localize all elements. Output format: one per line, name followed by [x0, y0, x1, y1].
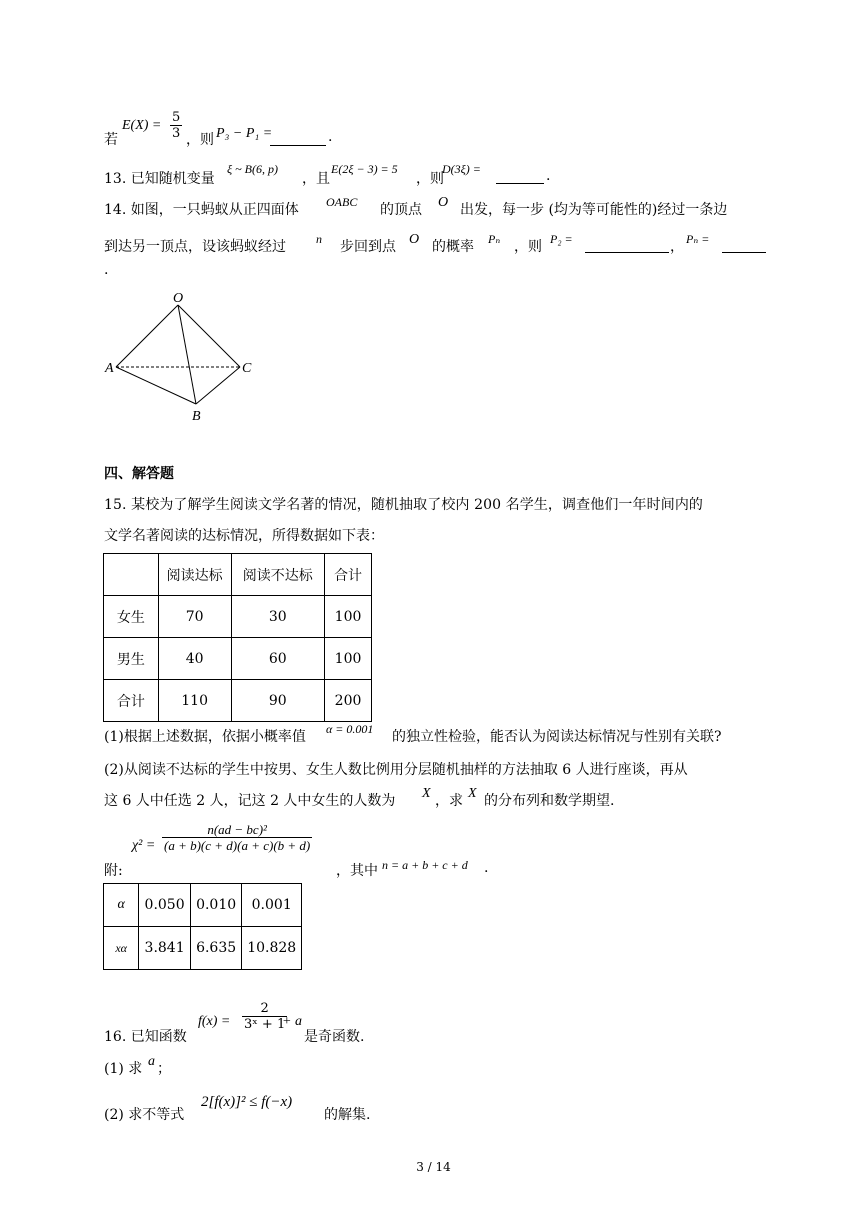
edge-BC	[196, 367, 240, 404]
q15-X: X	[422, 786, 431, 801]
q14-line2-d: ，则	[514, 239, 542, 255]
table-cell: 110	[158, 680, 231, 722]
label-O: O	[173, 291, 184, 306]
q15-part1-a: (1)根据上述数据，依据小概率值	[104, 729, 306, 745]
q15-part2-line1: (2)从阅读不达标的学生中按男、女生人数比例用分层随机抽样的方法抽取 6 人进行座谈，再从	[104, 762, 688, 778]
table-cell: 0.010	[190, 884, 242, 927]
q15-alpha: α = 0.001	[326, 722, 374, 736]
table-row	[104, 596, 372, 638]
q13-text3: ，则	[416, 171, 444, 187]
q16-f-den: 3ˣ + 1	[244, 1017, 286, 1032]
q13-distribution: ξ ~ B(6, p)	[227, 162, 278, 176]
critical-value-table	[103, 883, 302, 970]
q12-expr: P₃ − P₁ =	[216, 126, 273, 141]
q15-appendix	[104, 818, 504, 878]
table-cell: 合计	[325, 554, 372, 596]
q12-mid: ，则	[186, 132, 214, 148]
table-cell: 100	[325, 638, 372, 680]
label-B: B	[192, 409, 201, 424]
q16-f-plus: + a	[282, 1014, 302, 1029]
table-cell: 阅读达标	[158, 554, 231, 596]
table-cell: 6.635	[190, 927, 242, 970]
edge-AB	[116, 367, 196, 404]
q16-a-var: a	[148, 1054, 155, 1069]
q16-f-num: 2	[242, 1001, 287, 1017]
q14-pn: Pₙ	[488, 232, 501, 246]
q14-text-b: 的顶点	[380, 202, 422, 218]
q16-text1: 16. 已知函数	[104, 1029, 187, 1045]
table-row	[104, 554, 372, 596]
q16-part2-a: (2) 求不等式	[104, 1107, 185, 1123]
appendix-where: ，其中	[336, 863, 378, 879]
q15-part1-b: 的独立性检验，能否认为阅读达标情况与性别有关联?	[392, 729, 722, 745]
table-cell: 男生	[104, 638, 159, 680]
q16-line	[104, 1002, 404, 1046]
table-cell: 100	[325, 596, 372, 638]
q15-part2-line2	[104, 786, 664, 810]
q16-part2	[104, 1090, 424, 1123]
q16-f-lhs: f(x) =	[198, 1014, 231, 1029]
q12-expectation: E(X) =	[122, 118, 162, 133]
q14-comma: ，	[670, 239, 684, 255]
q16-part1-a: (1) 求	[104, 1061, 143, 1077]
q16-f-fraction	[242, 1001, 287, 1032]
q16-part1-b: ；	[157, 1061, 171, 1077]
q13-text1: 13. 已知随机变量	[104, 171, 215, 187]
q13-answer-blank[interactable]	[496, 169, 544, 184]
chi-square-fraction	[162, 822, 312, 853]
q16-part2-b: 的解集.	[324, 1107, 371, 1123]
q15-part2-c: 的分布列和数学期望.	[484, 793, 615, 809]
label-C: C	[242, 361, 252, 376]
q12-answer-blank[interactable]	[270, 131, 326, 146]
q15-line1: 15. 某校为了解学生阅读文学名著的情况，随机抽取了校内 200 名学生，调查他们一年时间内的	[104, 497, 704, 513]
q15-part2-a: 这 6 人中任选 2 人，记这 2 人中女生的人数为	[104, 793, 396, 809]
table-row	[104, 884, 302, 927]
page-number: 3 / 14	[416, 1160, 451, 1174]
q16-text2: 是奇函数.	[304, 1029, 365, 1045]
q12-fraction-den: 3	[172, 126, 181, 141]
table-row	[104, 680, 372, 722]
tetrahedron-figure	[100, 288, 270, 428]
q14-text-c: 出发，每一步 (均为等可能性的)经过一条边	[460, 202, 728, 218]
q14-text-a: 14. 如图，一只蚂蚁从正四面体	[104, 202, 299, 218]
q14-p2-answer-blank[interactable]	[585, 238, 669, 253]
table-cell: 60	[231, 638, 325, 680]
q14-vertex: O	[438, 195, 449, 210]
q14-n: n	[316, 232, 322, 246]
q13-ask: D(3ξ) =	[442, 162, 481, 176]
table-cell: 3.841	[139, 927, 191, 970]
q14-line2-c: 的概率	[432, 239, 474, 255]
table-cell: 200	[325, 680, 372, 722]
table-cell	[104, 554, 159, 596]
table-cell: 10.828	[242, 927, 302, 970]
n-definition: n = a + b + c + d	[382, 858, 468, 872]
q13-condition: E(2ξ − 3) = 5	[331, 162, 398, 176]
table-row	[104, 638, 372, 680]
table-cell: 0.001	[242, 884, 302, 927]
q14-line2-a: 到达另一顶点，设该蚂蚁经过	[104, 239, 286, 255]
edge-OA	[116, 305, 178, 367]
q14-solid: OABC	[326, 195, 358, 209]
label-A: A	[105, 361, 114, 376]
section-title: 四、解答题	[104, 466, 174, 482]
appendix-label: 附:	[104, 863, 123, 879]
table-cell: xα	[104, 927, 139, 970]
table-cell: 合计	[104, 680, 159, 722]
chi-square-lhs: χ² =	[132, 838, 156, 853]
q12-fraction-num: 5	[172, 110, 181, 125]
q12-prefix: 若	[104, 132, 118, 148]
table-cell: 70	[158, 596, 231, 638]
q14-pn2: Pₙ =	[686, 232, 710, 246]
table-cell: α	[104, 884, 139, 927]
chi-square-den: (a + b)(c + d)(a + c)(b + d)	[164, 838, 311, 853]
table-cell: 30	[231, 596, 325, 638]
q16-part1	[104, 1054, 204, 1076]
q13-line	[104, 162, 564, 186]
table-cell: 女生	[104, 596, 159, 638]
q15-X2: X	[468, 786, 477, 801]
q16-inequality: 2[f(x)]² ≤ f(−x)	[201, 1094, 293, 1110]
table-cell: 0.050	[139, 884, 191, 927]
table-cell: 40	[158, 638, 231, 680]
q14-p2: P₂ =	[550, 232, 573, 246]
q13-text2: ，且	[302, 171, 330, 187]
q14-vertex2: O	[409, 232, 420, 247]
table-cell: 阅读不达标	[231, 554, 325, 596]
q13-end: .	[546, 168, 551, 184]
q15-data-table	[103, 553, 372, 722]
q14-period: .	[104, 262, 109, 278]
q14-line1	[104, 195, 764, 217]
chi-square-num: n(ad − bc)²	[162, 822, 312, 838]
table-cell: 90	[231, 680, 325, 722]
q12-fraction	[170, 110, 182, 141]
q14-line2-b: 步回到点	[340, 239, 396, 255]
q14-line2	[104, 232, 766, 256]
q14-pn-answer-blank[interactable]	[722, 238, 766, 253]
q15-line2: 文学名著阅读的达标情况，所得数据如下表：	[104, 528, 384, 544]
q15-part1	[104, 722, 764, 746]
q12-end: .	[328, 129, 333, 145]
table-row	[104, 927, 302, 970]
appendix-end: .	[484, 860, 489, 876]
q15-part2-b: ，求	[435, 793, 463, 809]
